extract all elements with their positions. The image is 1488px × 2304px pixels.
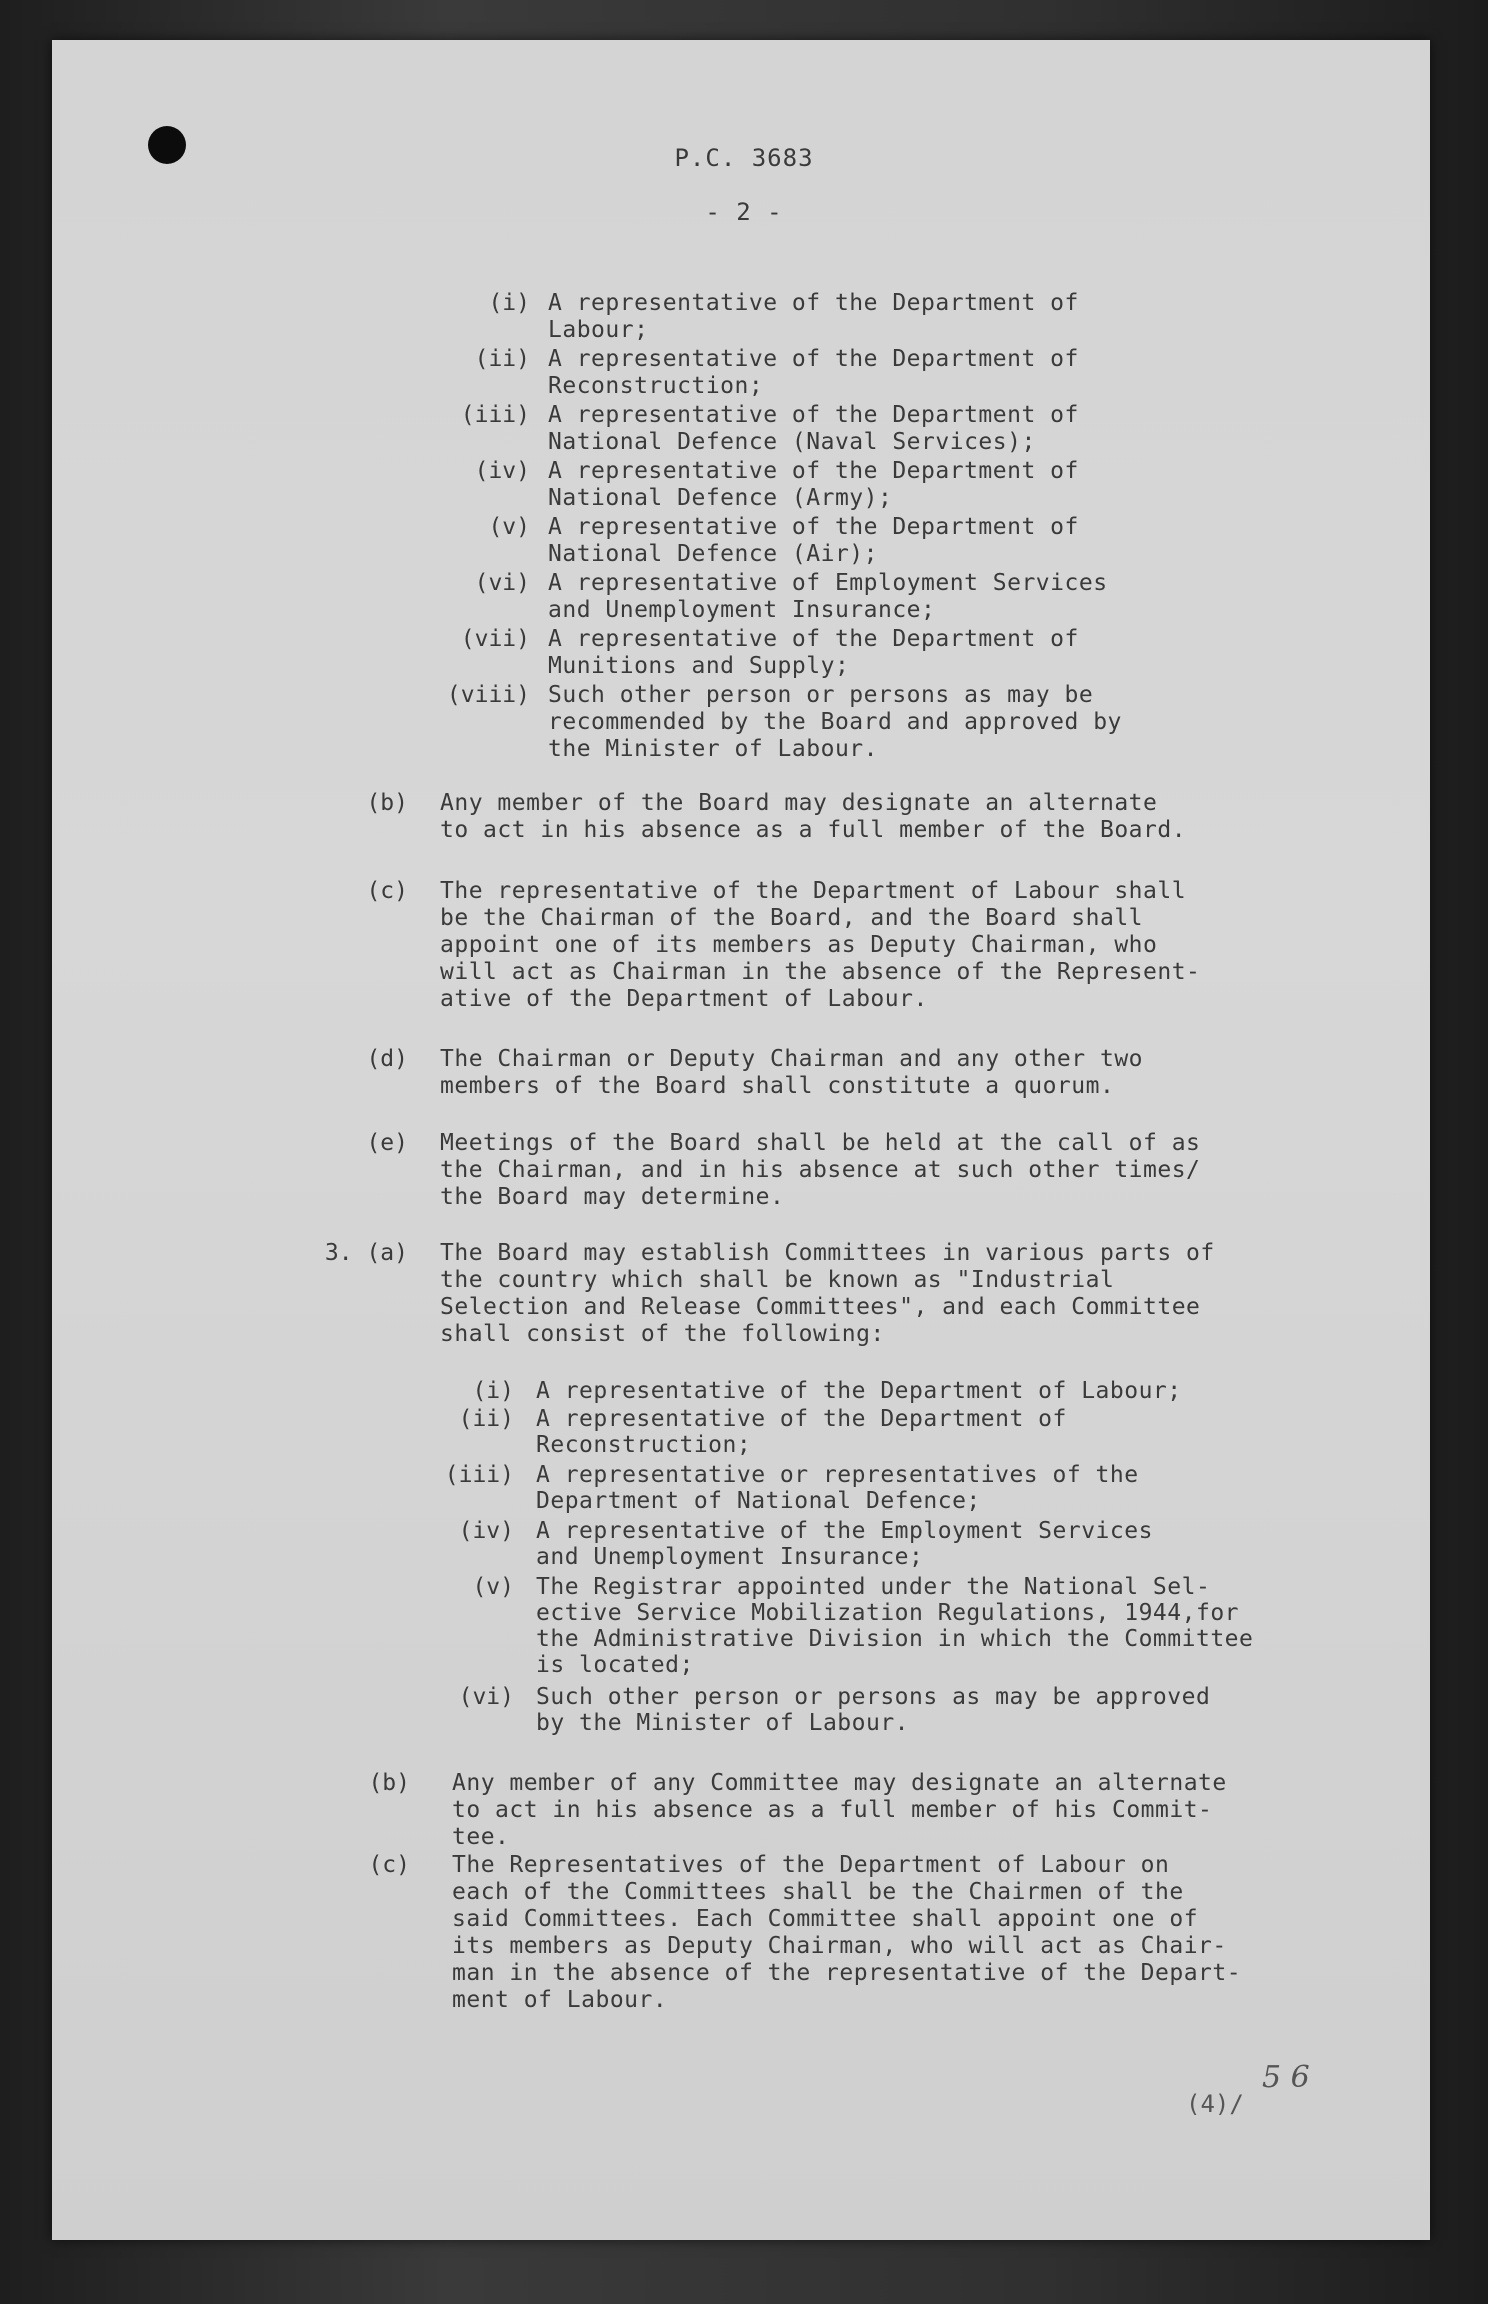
board-member-item-number: (ii) xyxy=(474,346,530,372)
committee-clause-number: (c) xyxy=(368,1852,410,1878)
board-clause-text-line: ative of the Department of Labour. xyxy=(440,986,928,1012)
board-member-item-number: (iii) xyxy=(460,402,530,428)
section-3-text-line: The Board may establish Committees in various parts of xyxy=(440,1240,1215,1266)
committee-clause-number: (b) xyxy=(368,1770,410,1796)
board-member-item-text-line: Such other person or persons as may be xyxy=(548,682,1094,708)
committee-clause-text-line: ment of Labour. xyxy=(452,1987,668,2013)
committee-member-item-text-line: Such other person or persons as may be approved xyxy=(536,1684,1211,1710)
board-clause-text-line: appoint one of its members as Deputy Chairman, who xyxy=(440,932,1158,958)
board-member-item-text-line: A representative of the Department of xyxy=(548,402,1079,428)
committee-clause-text-line: each of the Committees shall be the Chairmen of the xyxy=(452,1879,1184,1905)
committee-member-item-text-line: A representative of the Department of xyxy=(536,1406,1067,1432)
document-reference: P.C. 3683 xyxy=(674,144,814,172)
committee-member-item-number: (vi) xyxy=(458,1684,514,1710)
board-clause-text-line: Any member of the Board may designate an alternate xyxy=(440,790,1158,816)
committee-member-item-text-line: A representative of the Department of Labour; xyxy=(536,1378,1182,1404)
board-member-item-text-line: Reconstruction; xyxy=(548,373,764,399)
committee-clause-text-line: The Representatives of the Department of Labour on xyxy=(452,1852,1170,1878)
committee-member-item-text-line: A representative of the Employment Services xyxy=(536,1518,1153,1544)
board-clause-number: (c) xyxy=(366,878,408,904)
committee-member-item-text-line: is located; xyxy=(536,1652,694,1678)
board-member-item-text-line: A representative of Employment Services xyxy=(548,570,1108,596)
board-member-item-number: (v) xyxy=(488,514,530,540)
committee-member-item-number: (i) xyxy=(472,1378,514,1404)
board-clause-text-line: The representative of the Department of Labour shall xyxy=(440,878,1187,904)
committee-member-item-text-line: Reconstruction; xyxy=(536,1432,752,1458)
board-member-item-number: (vii) xyxy=(460,626,530,652)
board-clause-text-line: Meetings of the Board shall be held at the call of as xyxy=(440,1130,1201,1156)
committee-member-item-text-line: by the Minister of Labour. xyxy=(536,1710,910,1736)
page-number: - 2 - xyxy=(705,198,783,226)
committee-clause-text-line: tee. xyxy=(452,1824,510,1850)
committee-clause-text-line: man in the absence of the representative of the Depart- xyxy=(452,1960,1242,1986)
committee-member-item-text-line: Department of National Defence; xyxy=(536,1488,981,1514)
board-member-item-text-line: and Unemployment Insurance; xyxy=(548,597,936,623)
committee-member-item-text-line: and Unemployment Insurance; xyxy=(536,1544,924,1570)
committee-member-item-text-line: the Administrative Division in which the Committee xyxy=(536,1626,1254,1652)
committee-member-item-text-line: A representative or representatives of the xyxy=(536,1462,1139,1488)
committee-clause-text-line: its members as Deputy Chairman, who will act as Chair- xyxy=(452,1933,1227,1959)
board-clause-text-line: the Chairman, and in his absence at such other times/ xyxy=(440,1157,1201,1183)
board-member-item-text-line: A representative of the Department of xyxy=(548,290,1079,316)
board-member-item-text-line: National Defence (Army); xyxy=(548,485,893,511)
board-clause-text-line: the Board may determine. xyxy=(440,1184,785,1210)
board-member-item-number: (viii) xyxy=(446,682,530,708)
board-clause-text-line: be the Chairman of the Board, and the Board shall xyxy=(440,905,1144,931)
committee-member-item-number: (v) xyxy=(472,1574,514,1600)
committee-member-item-text-line: ective Service Mobilization Regulations, 1944,for xyxy=(536,1600,1240,1626)
board-member-item-number: (vi) xyxy=(474,570,530,596)
continuation-marker: (4)/ xyxy=(1186,2090,1244,2118)
board-clause-number: (d) xyxy=(366,1046,408,1072)
handwritten-page-note: 5 6 xyxy=(1262,2060,1310,2095)
committee-member-item-text-line: The Registrar appointed under the National Sel- xyxy=(536,1574,1211,1600)
committee-clause-text-line: said Committees. Each Committee shall appoint one of xyxy=(452,1906,1199,1932)
board-clause-text-line: to act in his absence as a full member of the Board. xyxy=(440,817,1187,843)
section-3-number: 3. (a) xyxy=(324,1240,408,1266)
committee-member-item-number: (iii) xyxy=(444,1462,514,1488)
committee-member-item-number: (ii) xyxy=(458,1406,514,1432)
board-member-item-text-line: Munitions and Supply; xyxy=(548,653,850,679)
board-clause-text-line: The Chairman or Deputy Chairman and any other two xyxy=(440,1046,1144,1072)
board-member-item-number: (iv) xyxy=(474,458,530,484)
board-member-item-text-line: A representative of the Department of xyxy=(548,346,1079,372)
section-3-text-line: the country which shall be known as "Industrial xyxy=(440,1267,1115,1293)
board-member-item-text-line: the Minister of Labour. xyxy=(548,736,878,762)
board-member-item-text-line: Labour; xyxy=(548,317,649,343)
board-member-item-text-line: National Defence (Naval Services); xyxy=(548,429,1036,455)
board-clause-number: (e) xyxy=(366,1130,408,1156)
committee-clause-text-line: Any member of any Committee may designate an alternate xyxy=(452,1770,1227,1796)
board-clause-text-line: will act as Chairman in the absence of the Represent- xyxy=(440,959,1201,985)
section-3-text-line: shall consist of the following: xyxy=(440,1321,885,1347)
committee-member-item-number: (iv) xyxy=(458,1518,514,1544)
board-member-item-text-line: A representative of the Department of xyxy=(548,514,1079,540)
committee-clause-text-line: to act in his absence as a full member of his Commit- xyxy=(452,1797,1213,1823)
board-member-item-text-line: A representative of the Department of xyxy=(548,626,1079,652)
board-member-item-text-line: recommended by the Board and approved by xyxy=(548,709,1122,735)
board-clause-number: (b) xyxy=(366,790,408,816)
section-3-text-line: Selection and Release Committees", and each Committee xyxy=(440,1294,1201,1320)
board-clause-text-line: members of the Board shall constitute a quorum. xyxy=(440,1073,1115,1099)
board-member-item-text-line: A representative of the Department of xyxy=(548,458,1079,484)
board-member-item-text-line: National Defence (Air); xyxy=(548,541,878,567)
board-member-item-number: (i) xyxy=(488,290,530,316)
